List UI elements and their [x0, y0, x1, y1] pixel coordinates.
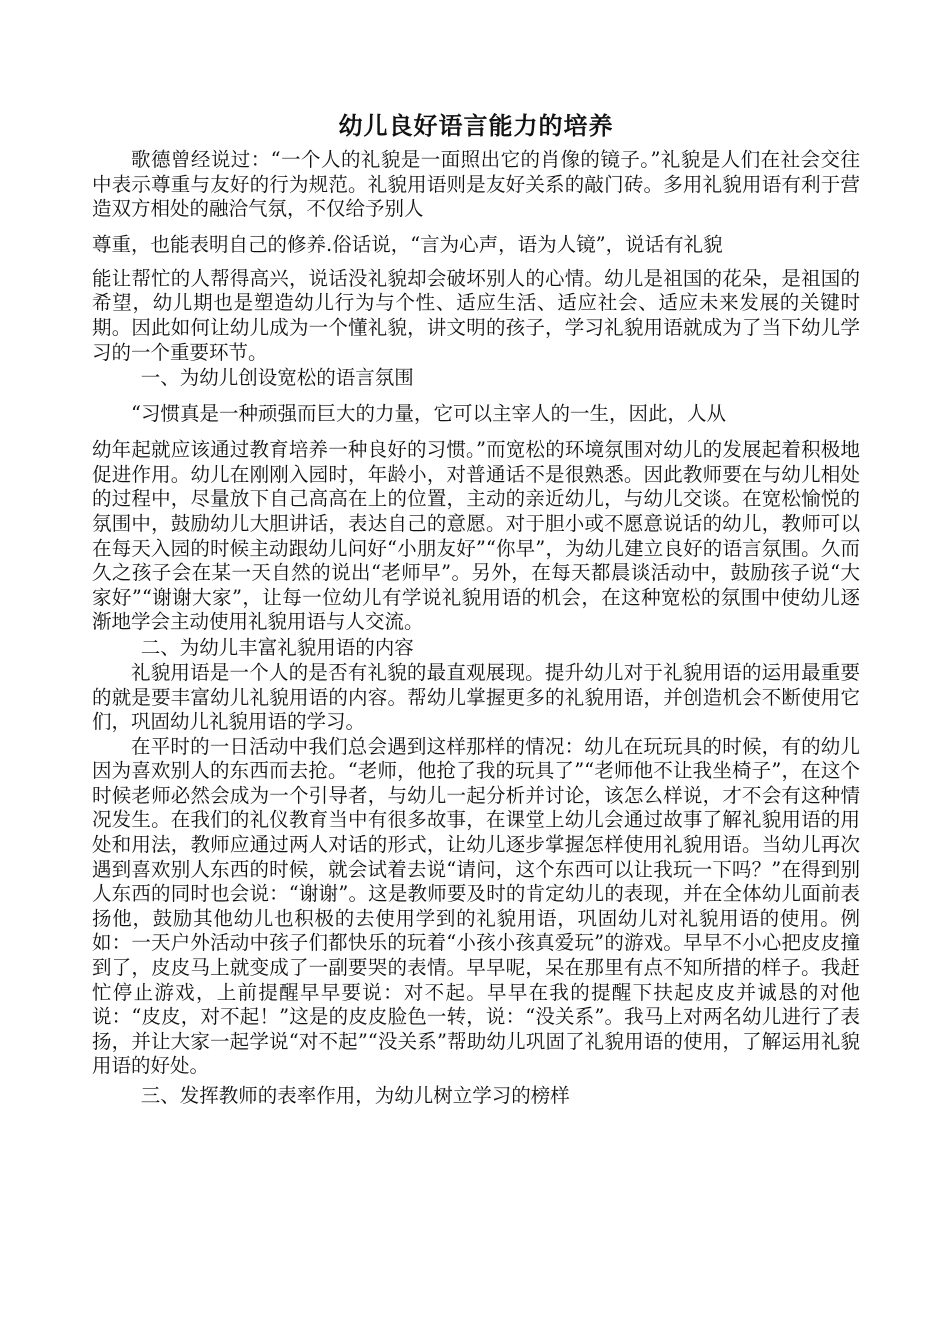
paragraph-section1-part2: 幼年起就应该通过教育培养一种良好的习惯。”而宽松的环境氛围对幼儿的发展起着积极地促进作用。幼儿在刚刚入园时，年龄小，对普通话不是很熟悉。因此教师要在与幼儿相处的过程中，尽量放下自己高高在上的位置，主动的亲近幼儿，与幼儿交谈。在宽松愉悦的氛围中，鼓励幼儿大胆讲话，表达自己的意愿。对于胆小或不愿意说话的幼儿，教师可以在每天入园的时候主动跟幼儿问好“小朋友好”“你早”，为幼儿建立良好的语言氛围。久而久之孩子会在某一天自然的说出“老师早”。另外，在每天都晨谈活动中，鼓励孩子说“大家好”“谢谢大家”，让每一位幼儿有学说礼貌用语的机会，在这种宽松的氛围中使幼儿逐渐地学会主动使用礼貌用语与人交流。	[92, 438, 860, 634]
paragraph-intro-part3: 能让帮忙的人帮得高兴，说话没礼貌却会破坏别人的心情。幼儿是祖国的花朵，是祖国的希望，幼儿期也是塑造幼儿行为与个性、适应生活、适应社会、适应未来发展的关键时期。因此如何让幼儿成为一个懂礼貌，讲文明的孩子，学习礼貌用语就成为了当下幼儿学习的一个重要环节。	[92, 266, 860, 364]
paragraph-section1-part1: “习惯真是一种顽强而巨大的力量，它可以主宰人的一生，因此，人从	[131, 402, 726, 426]
paragraph-intro-part2: 尊重，也能表明自己的修养.俗话说，“言为心声，语为人镜”，说话有礼貌	[92, 232, 723, 256]
paragraph-intro-part1: 歌德曾经说过：“一个人的礼貌是一面照出它的肖像的镜子。”礼貌是人们在社会交往中表示尊重与友好的行为规范。礼貌用语则是友好关系的敲门砖。多用礼貌用语有利于营造双方相处的融洽气氛，不仅给予别人	[92, 148, 860, 221]
paragraph-section2-part2: 在平时的一日活动中我们总会遇到这样那样的情况：幼儿在玩玩具的时候，有的幼儿因为喜欢别人的东西而去抢。“老师，他抢了我的玩具了”“老师他不让我坐椅子”，在这个时候老师必然会成为一个引导者，与幼儿一起分析并讨论，该怎么样说，才不会有这种情况发生。在我们的礼仪教育当中有很多故事，在课堂上幼儿会通过故事了解礼貌用语的用处和用法，教师应通过两人对话的形式，让幼儿逐步掌握怎样使用礼貌用语。当幼儿再次遇到喜欢别人东西的时候，就会试着去说“请问，这个东西可以让我玩一下吗？”在得到别人东西的同时也会说：“谢谢”。这是教师要及时的肯定幼儿的表现，并在全体幼儿面前表扬他，鼓励其他幼儿也积极的去使用学到的礼貌用语，巩固幼儿对礼貌用语的使用。例如：一天户外活动中孩子们都快乐的玩着“小孩小孩真爱玩”的游戏。早早不小心把皮皮撞到了，皮皮马上就变成了一副要哭的表情。早早呢，呆在那里有点不知所措的样子。我赶忙停止游戏，上前提醒早早要说：对不起。早早在我的提醒下扶起皮皮并诚恳的对他说：“皮皮，对不起！”这是的皮皮脸色一转，说：“没关系”。我马上对两名幼儿进行了表扬，并让大家一起学说“对不起”“没关系”帮助幼儿巩固了礼貌用语的使用，了解运用礼貌用语的好处。	[92, 734, 860, 1078]
section-heading-2: 二、为幼儿丰富礼貌用语的内容	[140, 635, 414, 659]
document-title: 幼儿良好语言能力的培养	[338, 111, 614, 140]
paragraph-section2-part1: 礼貌用语是一个人的是否有礼貌的最直观展现。提升幼儿对于礼貌用语的运用最重要的就是要丰富幼儿礼貌用语的内容。帮幼儿掌握更多的礼貌用语，并创造机会不断使用它们，巩固幼儿礼貌用语的学习。	[92, 660, 860, 734]
section-heading-1: 一、为幼儿创设宽松的语言氛围	[140, 366, 414, 390]
document-page	[92, 106, 860, 1109]
section-heading-3: 三、发挥教师的表率作用，为幼儿树立学习的榜样	[140, 1084, 570, 1107]
